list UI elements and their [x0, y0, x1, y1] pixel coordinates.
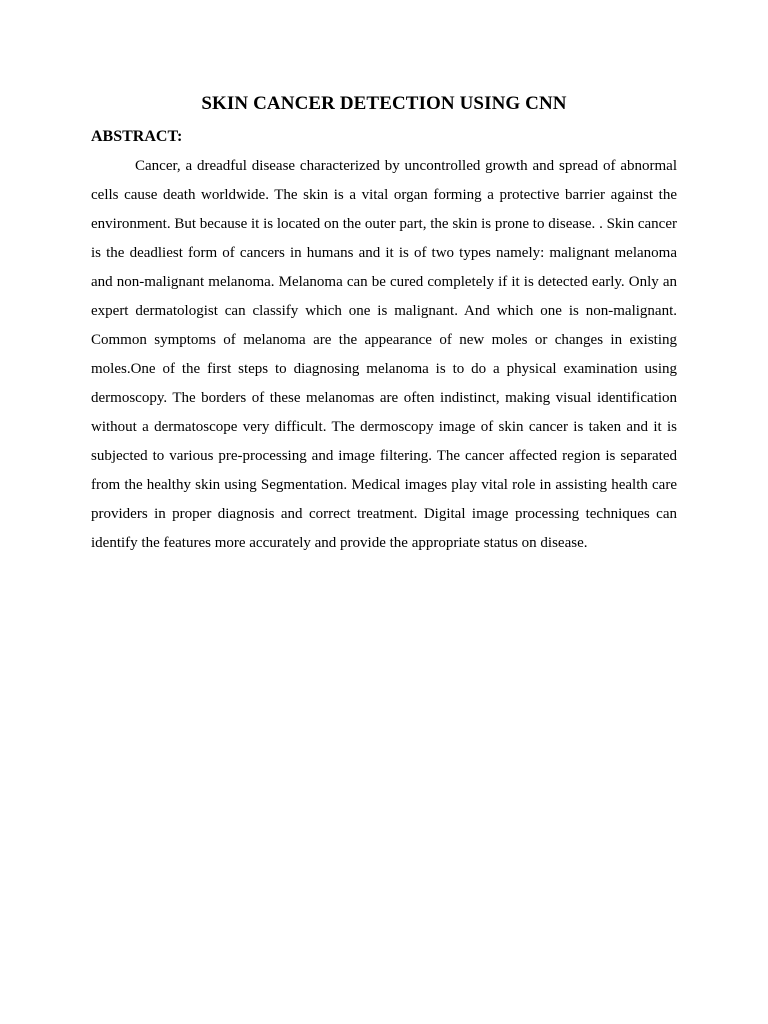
- abstract-paragraph: Cancer, a dreadful disease characterized by uncontrolled growth and spread of abnormal cells cause death worldwide. The skin is a vital organ forming a protective barrier against the environment. But because it is located on the outer part, the skin is prone to disease. . Skin cancer is the deadliest form of cancers in humans and it is of two types namely: malignant melanoma and non-malignant melanoma. Melanoma can be cured completely if it is detected early. Only an expert dermatologist can classify which one is malignant. And which one is non-malignant. Common symptoms of melanoma are the appearance of new moles or changes in existing moles.One of the first steps to diagnosing melanoma is to do a physical examination using dermoscopy. The borders of these melanomas are often indistinct, making visual identification without a dermatoscope very difficult. The dermoscopy image of skin cancer is taken and it is subjected to various pre-processing and image filtering. The cancer affected region is separated from the healthy skin using Segmentation. Medical images play vital role in assisting health care providers in proper diagnosis and correct treatment. Digital image processing techniques can identify the features more accurately and provide the appropriate status on disease.: [91, 158, 677, 551]
- abstract-heading: ABSTRACT:: [91, 128, 183, 145]
- document-title: SKIN CANCER DETECTION USING CNN: [201, 93, 567, 114]
